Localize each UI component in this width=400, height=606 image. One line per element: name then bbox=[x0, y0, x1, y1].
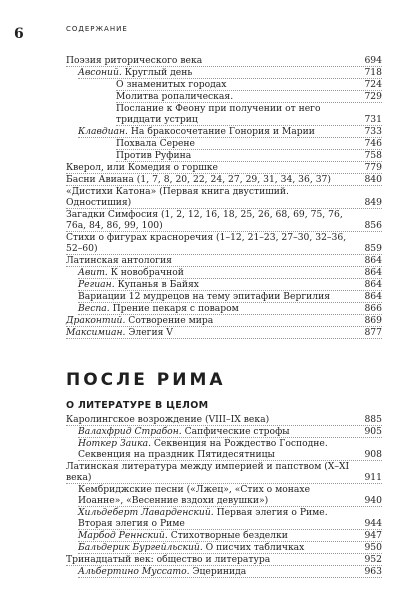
toc-entry-page: 856 bbox=[364, 220, 382, 231]
toc-entry-title bbox=[78, 291, 360, 302]
toc-entry-title bbox=[78, 279, 360, 290]
toc-entry-title bbox=[116, 91, 360, 102]
toc-entry bbox=[78, 542, 382, 554]
toc-entry bbox=[66, 209, 382, 232]
toc-entry-author: Региан. bbox=[78, 279, 118, 290]
toc-entry-text: Купанья в Байях bbox=[117, 279, 199, 290]
toc-entry-page: 911 bbox=[364, 472, 382, 483]
toc-entry-title bbox=[116, 103, 360, 125]
toc-entry-page: 733 bbox=[364, 126, 382, 137]
toc-entry-author: Валахфрид Страбон. bbox=[78, 426, 185, 437]
toc-entry-title bbox=[66, 315, 360, 326]
toc-entry bbox=[78, 530, 382, 542]
toc-entry-page: 866 bbox=[364, 303, 382, 314]
toc-entry bbox=[66, 186, 382, 209]
toc-entry bbox=[66, 327, 382, 339]
toc-entry bbox=[78, 438, 382, 461]
toc-entry-page: 905 bbox=[364, 426, 382, 437]
toc-entry bbox=[78, 303, 382, 315]
toc-entry-text: Первая элегия о Риме. Вторая элегия о Риме bbox=[78, 507, 328, 529]
toc-entry-text: «Дистихи Катона» (Первая книга двустиший. Одностишия) bbox=[66, 186, 289, 208]
toc-entry-author: Марбод Реннский. bbox=[78, 530, 171, 541]
toc-entry bbox=[66, 461, 382, 484]
toc-entry-title bbox=[78, 267, 360, 278]
toc-entry-text: Басни Авиана (1, 7, 8, 20, 22, 24, 27, 29, 31, 34, 36, 37) bbox=[66, 174, 331, 185]
toc-entry bbox=[66, 232, 382, 255]
toc-entry-title bbox=[116, 79, 360, 90]
page-number: 6 bbox=[14, 26, 24, 42]
toc-entry-title bbox=[66, 174, 360, 185]
toc-entry-page: 724 bbox=[364, 79, 382, 90]
toc-entry-author: Ноткер Заика. bbox=[78, 438, 154, 449]
toc-entry bbox=[116, 138, 382, 150]
toc-entry-title bbox=[78, 530, 360, 541]
toc-entry-text: О знаменитых городах bbox=[116, 79, 227, 90]
part-title: ПОСЛЕ РИМА bbox=[66, 370, 226, 390]
running-header: СОДЕРЖАНИЕ bbox=[66, 25, 128, 33]
toc-entry-text: Каролингское возрождение (VIII–IX века) bbox=[66, 414, 270, 425]
toc-entry-page: 940 bbox=[364, 495, 382, 506]
toc-entry-page: 864 bbox=[364, 255, 382, 266]
toc-entry-author: Максимиан. bbox=[66, 327, 129, 338]
toc-entry-title bbox=[78, 126, 360, 137]
toc-entry-author: Альбертино Муссато. bbox=[78, 566, 193, 577]
toc-entry bbox=[116, 150, 382, 162]
toc-entry-text: Латинская антология bbox=[66, 255, 172, 266]
toc-entry-title bbox=[66, 255, 360, 266]
toc-entry-page: 840 bbox=[364, 174, 382, 185]
toc-entry-text: Секвенция на Рождество Господне. Секвенция на праздник Пятидесятницы bbox=[78, 438, 328, 460]
toc-entry-text: Стихотворные безделки bbox=[170, 530, 288, 541]
toc-entry-author: Бальдерик Бургейльский. bbox=[78, 542, 206, 553]
toc-entry-page: 944 bbox=[364, 518, 382, 529]
toc-entry-page: 864 bbox=[364, 279, 382, 290]
toc-entry-title bbox=[66, 414, 360, 425]
toc-entry bbox=[66, 174, 382, 186]
toc-entry bbox=[66, 55, 382, 67]
toc-entry-text: Молитва ропалическая. bbox=[116, 91, 234, 102]
toc-entry-author: Драконтий. bbox=[66, 315, 129, 326]
toc-entry-title bbox=[66, 461, 360, 483]
toc-entry bbox=[78, 126, 382, 138]
toc-part2 bbox=[66, 414, 382, 578]
toc-entry-text: Против Руфина bbox=[116, 150, 192, 161]
toc-entry-title bbox=[78, 507, 360, 529]
toc-entry-page: 859 bbox=[364, 243, 382, 254]
toc-entry-title bbox=[66, 162, 360, 173]
toc-entry-title bbox=[116, 150, 360, 161]
toc-entry bbox=[66, 162, 382, 174]
toc-entry-title bbox=[78, 566, 360, 577]
toc-entry-page: 746 bbox=[364, 138, 382, 149]
toc-entry-text: Вариации 12 мудрецов на тему эпитафии Вергилия bbox=[78, 291, 331, 302]
toc-entry-title bbox=[66, 55, 360, 66]
toc-entry-page: 718 bbox=[364, 67, 382, 78]
toc-entry-title bbox=[116, 138, 360, 149]
toc-entry-text: Сапфические строфы bbox=[184, 426, 290, 437]
toc-entry bbox=[78, 279, 382, 291]
toc-entry-page: 729 bbox=[364, 91, 382, 102]
toc-entry-text: Сотворение мира bbox=[128, 315, 214, 326]
toc-entry-page: 869 bbox=[364, 315, 382, 326]
toc-entry-title bbox=[78, 484, 360, 506]
toc-entry bbox=[78, 566, 382, 578]
toc-entry-page: 963 bbox=[364, 566, 382, 577]
toc-entry-page: 779 bbox=[364, 162, 382, 173]
toc-entry-title bbox=[78, 438, 360, 460]
toc-entry-page: 731 bbox=[364, 114, 382, 125]
toc-entry-text: На бракосочетание Гонория и Марии bbox=[130, 126, 315, 137]
toc-entry-title bbox=[66, 327, 360, 338]
toc-entry bbox=[66, 315, 382, 327]
toc-entry-page: 849 bbox=[364, 197, 382, 208]
toc-entry-text: Поэзия риторического века bbox=[66, 55, 203, 66]
toc-entry-page: 864 bbox=[364, 267, 382, 278]
toc-entry-title bbox=[78, 67, 360, 78]
toc-entry-text: Стихи о фигурах красноречия (1–12, 21–23, 27–30, 32–36, 52–60) bbox=[66, 232, 347, 254]
toc-entry-title bbox=[78, 542, 360, 553]
toc-entry-title bbox=[78, 426, 360, 437]
toc-entry bbox=[78, 507, 382, 530]
toc-entry-page: 758 bbox=[364, 150, 382, 161]
toc-entry-author: Авит. bbox=[78, 267, 111, 278]
toc-entry-author: Хильдеберт Лаварденский. bbox=[78, 507, 217, 518]
toc-entry-text: Эцеринида bbox=[192, 566, 247, 577]
toc-entry bbox=[66, 554, 382, 566]
toc-entry-text: Прение пекаря с поваром bbox=[112, 303, 239, 314]
toc-entry-title bbox=[78, 303, 360, 314]
toc-entry-author: Веспа. bbox=[78, 303, 113, 314]
toc-part1 bbox=[66, 55, 382, 339]
toc-entry-text: Загадки Симфосия (1, 2, 12, 16, 18, 25, 26, 68, 69, 75, 76, 76а, 84, 86, 99, 100) bbox=[66, 209, 343, 231]
toc-entry-text: Послание к Феону при получении от него тридцати устриц bbox=[116, 103, 321, 125]
toc-entry bbox=[66, 414, 382, 426]
toc-entry-text: Круглый день bbox=[124, 67, 193, 78]
toc-entry bbox=[66, 255, 382, 267]
toc-entry-text: Кембриджские песни («Лжец», «Стих о монахе Иоанне», «Весенние вздохи девушки») bbox=[78, 484, 311, 506]
toc-entry-page: 864 bbox=[364, 291, 382, 302]
toc-entry-text: Кверол, или Комедия о горшке bbox=[66, 162, 218, 173]
toc-entry-page: 694 bbox=[364, 55, 382, 66]
toc-entry-text: Элегия V bbox=[128, 327, 173, 338]
toc-entry-title bbox=[66, 554, 360, 565]
toc-entry-author: Клавдиан. bbox=[78, 126, 131, 137]
toc-entry-text: Тринадцатый век: общество и литература bbox=[66, 554, 271, 565]
toc-entry-text: К новобрачной bbox=[110, 267, 184, 278]
toc-entry bbox=[116, 91, 382, 103]
toc-entry-page: 950 bbox=[364, 542, 382, 553]
toc-entry bbox=[116, 79, 382, 91]
part-subtitle: О ЛИТЕРАТУРЕ В ЦЕЛОМ bbox=[66, 400, 209, 411]
toc-entry-page: 947 bbox=[364, 530, 382, 541]
toc-entry-page: 877 bbox=[364, 327, 382, 338]
toc-entry-title bbox=[66, 232, 360, 254]
toc-entry-page: 908 bbox=[364, 449, 382, 460]
toc-entry bbox=[78, 426, 382, 438]
toc-entry bbox=[78, 67, 382, 79]
toc-entry-title bbox=[66, 209, 360, 231]
toc-entry bbox=[116, 103, 382, 126]
toc-entry-title bbox=[66, 186, 360, 208]
toc-entry-page: 952 bbox=[364, 554, 382, 565]
toc-entry bbox=[78, 484, 382, 507]
toc-entry-author: Авсоний. bbox=[78, 67, 125, 78]
toc-entry bbox=[78, 291, 382, 303]
toc-entry-page: 885 bbox=[364, 414, 382, 425]
toc-entry-text: Похвала Серене bbox=[116, 138, 195, 149]
toc-entry-text: Латинская литература между империей и папством (X–XI века) bbox=[66, 461, 350, 483]
toc-entry-text: О писчих табличках bbox=[205, 542, 305, 553]
toc-entry bbox=[78, 267, 382, 279]
